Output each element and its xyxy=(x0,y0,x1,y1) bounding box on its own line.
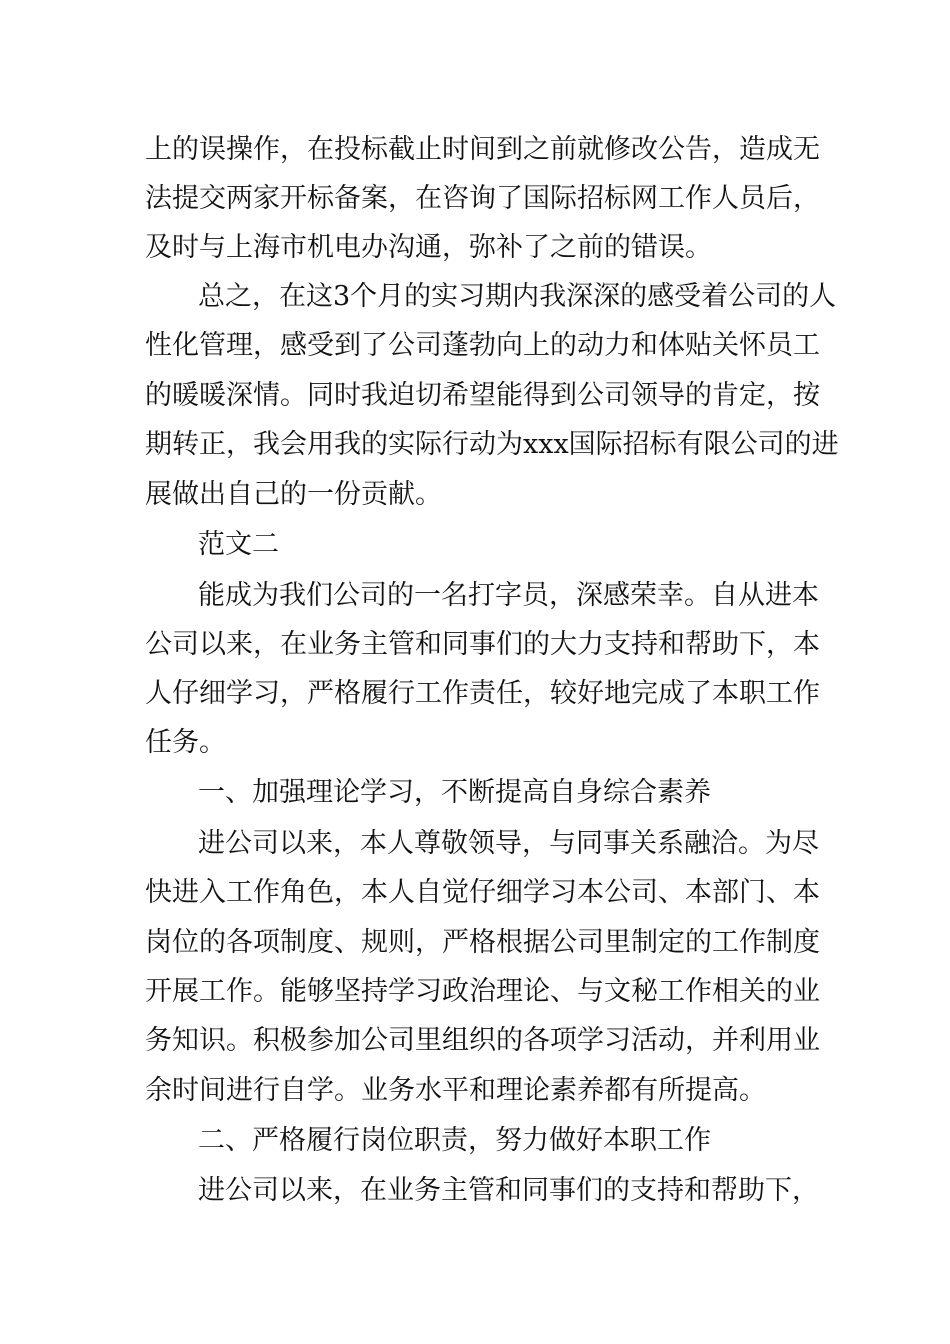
text-line: 性化管理，感受到了公司蓬勃向上的动力和体贴关怀员工 xyxy=(145,330,820,361)
paragraph-start-line: 进公司以来，在业务主管和同事们的支持和帮助下， xyxy=(198,1175,819,1206)
text-line: 及时与上海市机电办沟通，弥补了之前的错误。 xyxy=(145,232,712,263)
paragraph-start-line: 总之，在这3个月的实习期内我深深的感受着公司的人 xyxy=(198,281,837,312)
section-heading: 一、加强理论学习，不断提高自身综合素养 xyxy=(198,777,711,808)
paragraph-start-line: 进公司以来，本人尊敬领导，与同事关系融洽。为尽 xyxy=(198,828,819,859)
text-line: 展做出自己的一份贡献。 xyxy=(145,479,442,510)
section-heading: 二、严格履行岗位职责，努力做好本职工作 xyxy=(198,1125,711,1156)
text-line: 上的误操作，在投标截止时间到之前就修改公告，造成无 xyxy=(145,134,820,165)
text-line: 的暖暖深情。同时我迫切希望能得到公司领导的肯定，按 xyxy=(145,380,820,411)
text-line: 期转正，我会用我的实际行动为xxx国际招标有限公司的进 xyxy=(145,429,839,460)
text-line: 岗位的各项制度、规则，严格根据公司里制定的工作制度 xyxy=(145,927,820,958)
text-line: 法提交两家开标备案，在咨询了国际招标网工作人员后， xyxy=(145,183,820,214)
text-line: 开展工作。能够坚持学习政治理论、与文秘工作相关的业 xyxy=(145,976,820,1007)
text-line: 人仔细学习，严格履行工作责任，较好地完成了本职工作 xyxy=(145,678,820,709)
text-line: 快进入工作角色，本人自觉仔细学习本公司、本部门、本 xyxy=(145,877,820,908)
section-title: 范文二 xyxy=(198,529,279,560)
text-line: 公司以来，在业务主管和同事们的大力支持和帮助下，本 xyxy=(145,629,820,660)
paragraph-start-line: 能成为我们公司的一名打字员，深感荣幸。自从进本 xyxy=(198,580,819,611)
text-line: 务知识。积极参加公司里组织的各项学习活动，并利用业 xyxy=(145,1025,820,1056)
text-line: 余时间进行自学。业务水平和理论素养都有所提高。 xyxy=(145,1075,766,1106)
text-line: 任务。 xyxy=(145,727,226,758)
